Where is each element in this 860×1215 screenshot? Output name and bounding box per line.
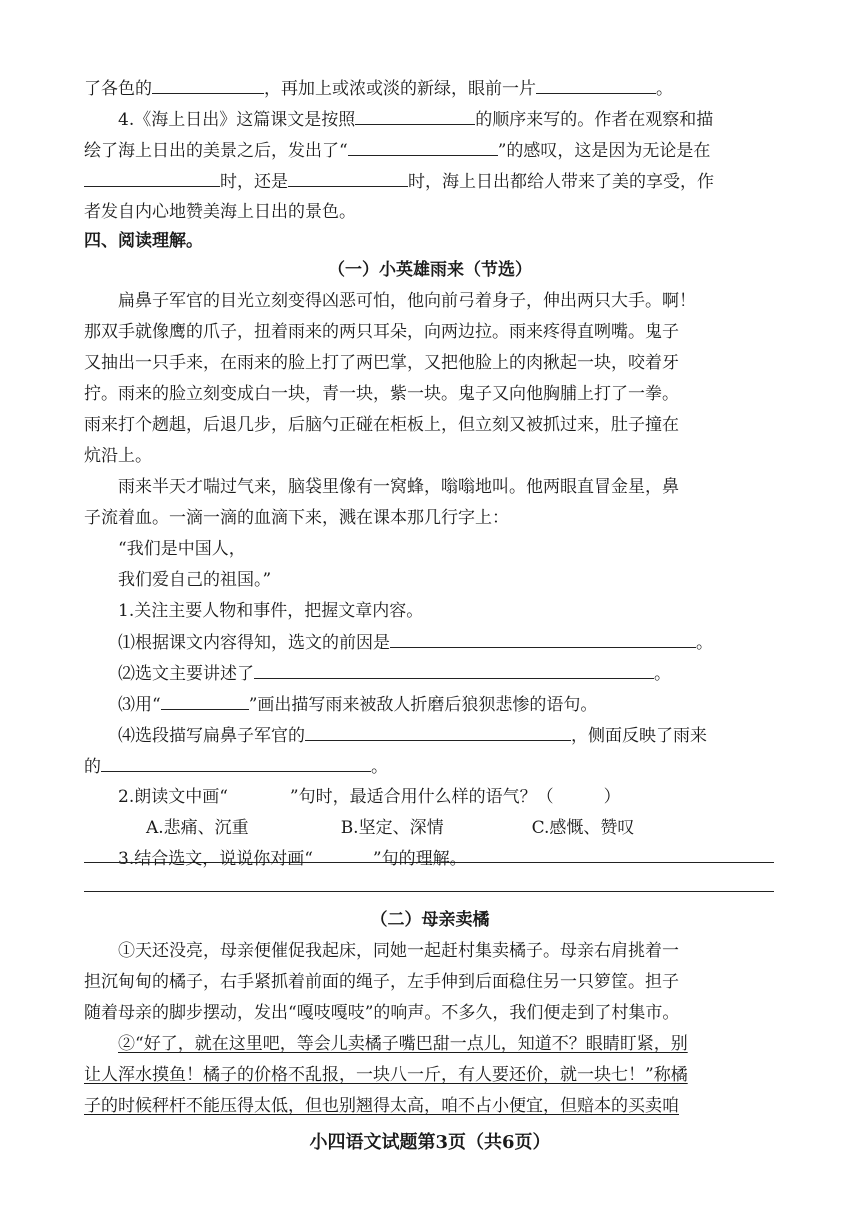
passage-line: 我们爱自己的祖国。” (118, 570, 272, 590)
passage-2-title: （二）母亲卖橘 (370, 910, 490, 930)
answer-blank[interactable] (288, 170, 408, 187)
q4-line-4: 者发自内心地赞美海上日出的景色。 (84, 202, 356, 222)
answer-line[interactable] (84, 891, 774, 892)
answer-blank[interactable] (152, 77, 264, 94)
passage-line: 拧。雨来的脸立刻变成白一块，青一块，紫一块。鬼子又向他胸脯上打了一拳。 (84, 384, 679, 404)
underlined-line: 让人浑水摸鱼！橘子的价格不乱报，一块八一斤，有人要还价，就一块七！”称橘 (84, 1065, 688, 1085)
passage-1-title: （一）小英雄雨来（节选） (328, 260, 532, 280)
section-title: 四、阅读理解。 (84, 231, 203, 251)
answer-blank[interactable] (254, 662, 654, 679)
page-footer: 小四语文试题第3页（共6页） (309, 1132, 551, 1153)
answer-blank[interactable] (161, 693, 249, 710)
passage-line: “我们是中国人， (118, 539, 246, 559)
passage-line: ①天还没亮，母亲便催促我起床，同她一起赶村集卖橘子。母亲右肩挑着一 (118, 941, 679, 961)
q4-line-1: 4.《海上日出》这篇课文是按照 的顺序来写的。作者在观察和描 (118, 110, 714, 130)
question-1-1: ⑴根据课文内容得知，选文的前因是 。 (118, 633, 713, 653)
answer-blank[interactable] (101, 755, 371, 772)
passage-line: 炕沿上。 (84, 446, 152, 466)
passage-line: 又抽出一只手来，在雨来的脸上打了两巴掌，又把他脸上的肉揪起一块，咬着牙 (84, 353, 679, 373)
question-1: 1.关注主要人物和事件，把握文章内容。 (118, 601, 424, 621)
question-1-4: ⑷选段描写扁鼻子军官的 ，侧面反映了雨来 (118, 726, 707, 746)
q4-line-2: 绘了海上日出的美景之后，发出了“ ”的感叹，这是因为无论是在 (84, 141, 711, 161)
passage-line: 子流着血。一滴一滴的血滴下来，溅在课本那几行字上： (84, 508, 509, 528)
answer-line[interactable] (84, 862, 774, 863)
answer-blank[interactable] (355, 108, 475, 125)
underlined-line: 子的时候秤杆不能压得太低，但也别翘得太高，咱不占小便宜，但赔本的买卖咱 (84, 1096, 679, 1116)
underlined-line: ②“好了，就在这里吧，等会儿卖橘子嘴巴甜一点儿，知道不？眼睛盯紧，别 (118, 1034, 688, 1054)
passage-line: 随着母亲的脚步摆动，发出“嘎吱嘎吱”的响声。不多久，我们便走到了村集市。 (84, 1003, 680, 1023)
question-1-4-cont: 的 。 (84, 757, 388, 777)
answer-blank[interactable] (390, 631, 696, 648)
question-2: 2.朗读文中画“ ”句时，最适合用什么样的语气？（ ） (118, 787, 621, 807)
passage-line: 雨来半天才喘过气来，脑袋里像有一窝蜂，嗡嗡地叫。他两眼直冒金星，鼻 (118, 477, 679, 497)
option-b[interactable]: B.坚定、深情 (340, 818, 444, 838)
answer-blank[interactable] (305, 724, 571, 741)
option-c[interactable]: C.感慨、赞叹 (531, 818, 635, 838)
passage-line: 扁鼻子军官的目光立刻变得凶恶可怕，他向前弓着身子，伸出两只大手。啊！ (118, 291, 696, 311)
passage-line: 雨来打个趔趄，后退几步，后脑勺正碰在柜板上，但立刻又被抓过来，肚子撞在 (84, 415, 679, 435)
answer-blank[interactable] (536, 77, 656, 94)
question-3: 3.结合选文，说说你对画“ ”句的理解。 (118, 849, 467, 869)
answer-blank[interactable] (84, 170, 220, 187)
passage-line: 担沉甸甸的橘子，右手紧抓着前面的绳子，左手伸到后面稳住另一只箩筐。担子 (84, 972, 679, 992)
passage-line: 那双手就像鹰的爪子，扭着雨来的两只耳朵，向两边拉。雨来疼得直咧嘴。鬼子 (84, 322, 679, 342)
q3-tail-line: 了各色的 ，再加上或浓或淡的新绿，眼前一片 。 (84, 79, 673, 99)
question-1-2: ⑵选文主要讲述了 。 (118, 664, 671, 684)
answer-blank[interactable] (348, 139, 498, 156)
question-1-3: ⑶用“ ”画出描写雨来被敌人折磨后狼狈悲惨的语句。 (118, 695, 598, 715)
question-2-options (146, 817, 774, 839)
q4-line-3: 时，还是 时，海上日出都给人带来了美的享受，作 (84, 170, 774, 193)
option-a[interactable]: A.悲痛、沉重 (146, 818, 249, 838)
